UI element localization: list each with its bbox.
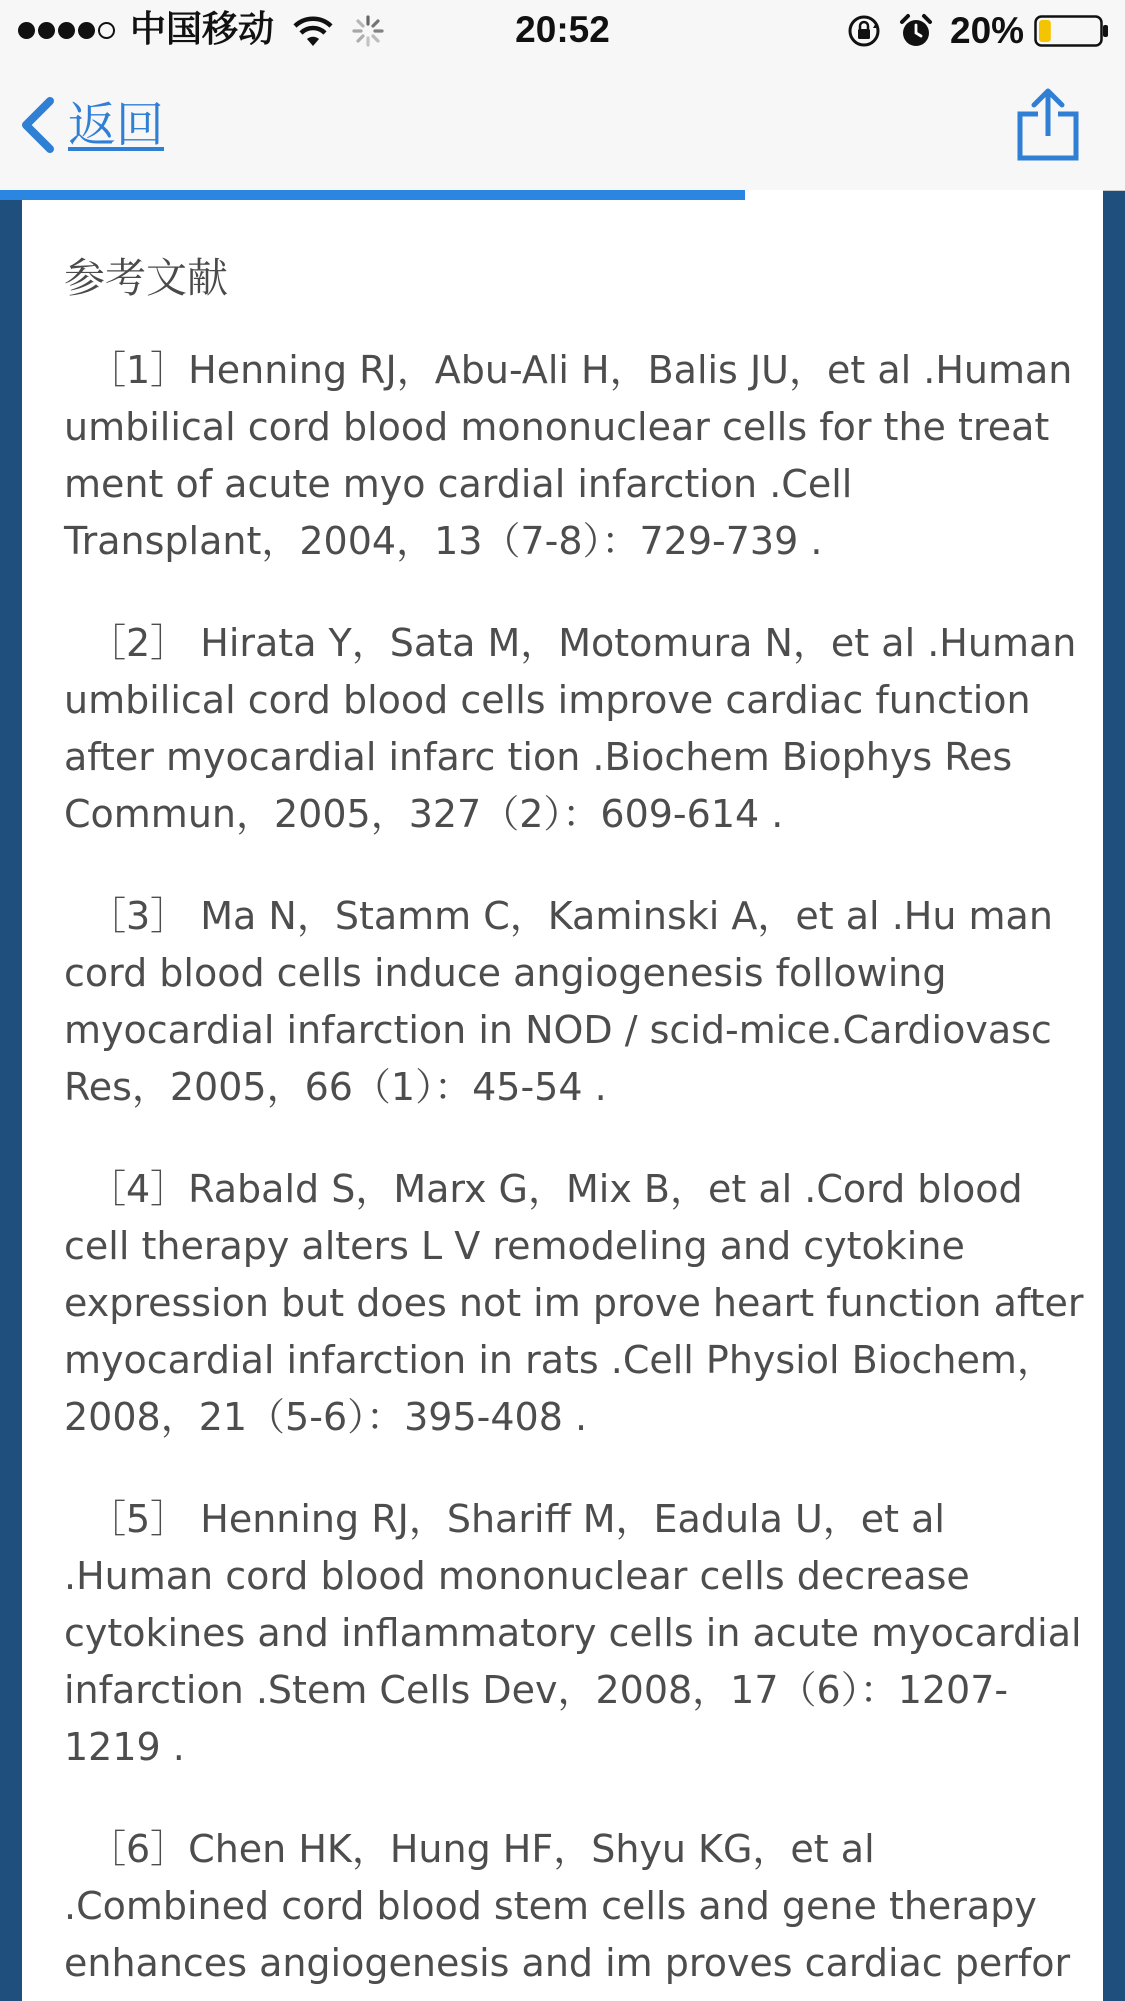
page-load-progress bbox=[0, 190, 1125, 200]
navigation-bar bbox=[0, 62, 1125, 191]
alarm-clock-icon bbox=[898, 13, 934, 49]
reference-item: ［4］Rabald S，Marx G，Mix B，et al .Cord blood cell therapy alters L V remodeling and cytokine expression but does not im prove heart function after myocardial infarction in rats .Cell Physiol Biochem，2008，21（5-6）：395-408 . bbox=[64, 1167, 1084, 1439]
back-label: 返回 bbox=[68, 97, 165, 153]
reference-item: ［6］Chen HK，Hung HF，Shyu KG，et al .Combined cord blood stem cells and gene therapy enhances angiogenesis and im proves cardiac perfor bbox=[64, 1827, 1071, 1985]
clock-time: 20:52 bbox=[515, 9, 610, 50]
reference-item: ［5］ Henning RJ，Shariff M，Eadula U，et al .Human cord blood mononuclear cells decrease cytokines and inflammatory cells in acute myocardial infarction .Stem Cells Dev，2008，17（6）：1207-1219 . bbox=[64, 1497, 1082, 1769]
article-content bbox=[64, 254, 1089, 2001]
carrier-name: 中国移动 bbox=[130, 9, 275, 50]
orientation-lock-icon bbox=[846, 13, 882, 49]
reference-list bbox=[64, 342, 1089, 1992]
chevron-left-icon bbox=[14, 93, 60, 157]
reference-item: ［1］Henning RJ，Abu-Ali H，Balis JU，et al .Human umbilical cord blood mononuclear cells for the treat ment of acute myo cardial infarction .Cell Transplant，2004，13（7-8）：729-739 . bbox=[64, 348, 1073, 563]
article-card[interactable] bbox=[22, 190, 1103, 2001]
battery-percent: 20% bbox=[950, 10, 1025, 51]
reference-item: ［3］ Ma N，Stamm C，Kaminski A，et al .Hu man cord blood cells induce angiogenesis following myocardial infarction in NOD / scid-mice.Cardiovasc Res，2005，66（1）：45-54 . bbox=[64, 894, 1053, 1109]
share-icon[interactable] bbox=[1014, 86, 1082, 162]
back-button[interactable] bbox=[14, 92, 164, 158]
status-bar bbox=[0, 0, 1125, 62]
progress-fill bbox=[0, 190, 745, 200]
battery-icon bbox=[1034, 15, 1110, 47]
reference-item: ［2］ Hirata Y，Sata M，Motomura N，et al .Human umbilical cord blood cells improve cardiac function after myocardial infarc tion .Biochem Biophys Res Commun，2005，327（2）：609-614 . bbox=[64, 621, 1077, 836]
battery-level-fill bbox=[1039, 20, 1051, 42]
section-heading: 参考文献 bbox=[64, 254, 228, 302]
